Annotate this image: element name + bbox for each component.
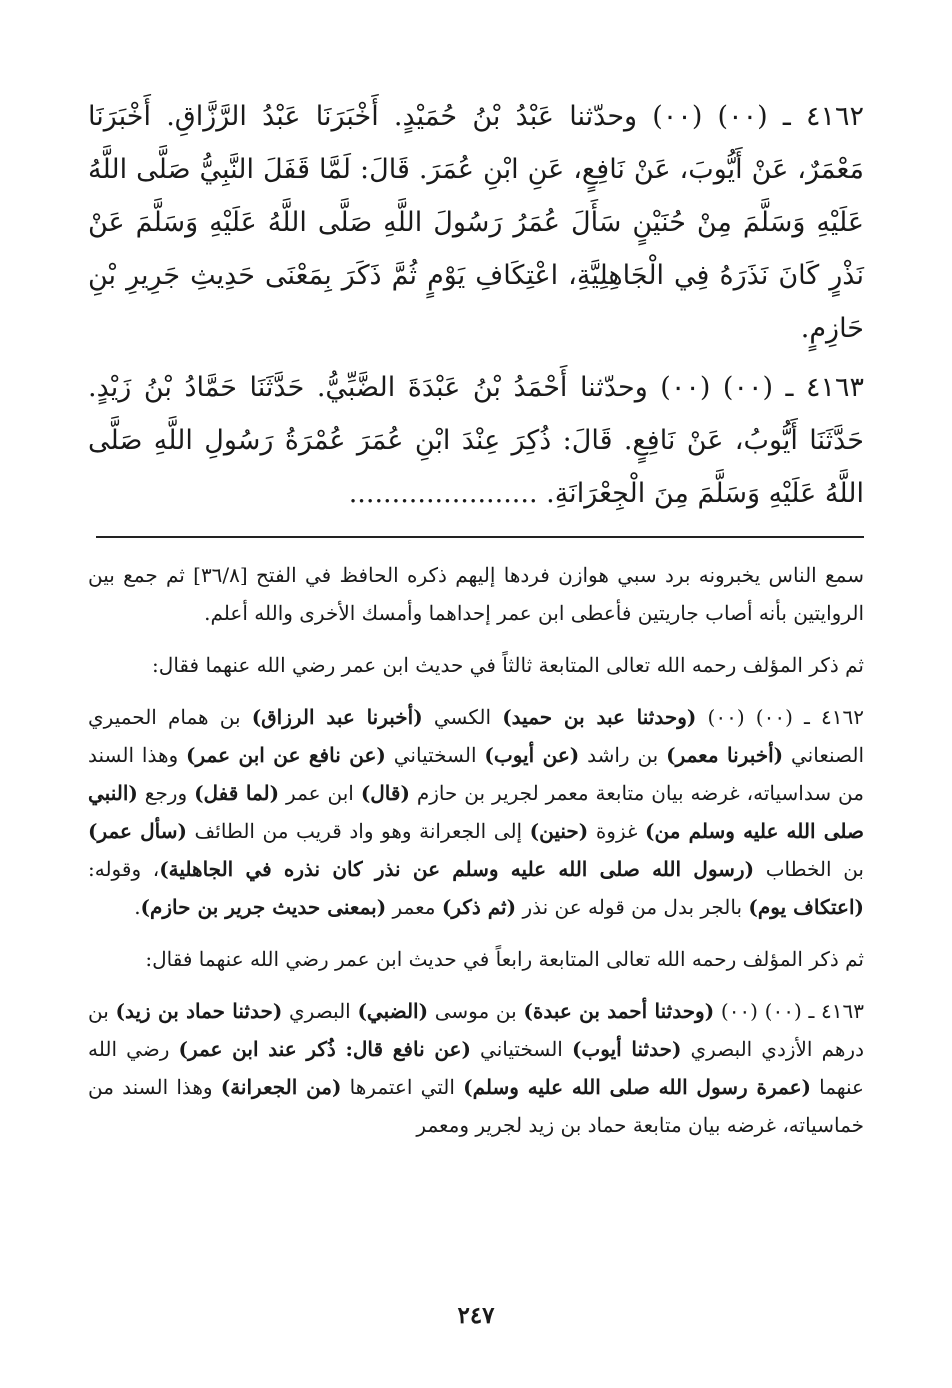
page-number: ٢٤٧	[457, 1302, 495, 1329]
commentary-intro-fourth: ثم ذكر المؤلف رحمه الله تعالى المتابعة رابعاً في حديث ابن عمر رضي الله عنهما فقال:	[145, 947, 864, 971]
hadith-4162-text: ٤١٦٢ ـ (٠٠) (٠٠) وحدّثنا عَبْدُ بْنُ حُمَيْدٍ. أَخْبَرَنَا عَبْدُ الرَّزَّاقِ. أَخْبَرَنَا مَعْمَرٌ، عَنْ أَيُّوبَ، عَنْ نَافِعٍ، عَنِ ابْنِ عُمَرَ. قَالَ: لَمَّا قَفَلَ النَّبِيُّ صَلَّى اللَّهُ عَلَيْهِ وَسَلَّمَ مِنْ حُنَيْنٍ سَأَلَ عُمَرُ رَسُولَ اللَّهِ صَلَّى اللَّهُ عَلَيْهِ وَسَلَّمَ عَنْ نَذْرٍ كَانَ نَذَرَهُ فِي الْجَاهِلِيَّةِ، اعْتِكَافِ يَوْمٍ ثُمَّ ذَكَرَ بِمَعْنَى حَدِيثِ جَرِيرِ بْنِ حَازِمٍ.	[88, 101, 864, 344]
footnote-divider	[96, 536, 864, 538]
commentary-intro-third: ثم ذكر المؤلف رحمه الله تعالى المتابعة ثالثاً في حديث ابن عمر رضي الله عنهما فقال:	[152, 653, 864, 677]
commentary-4163: ٤١٦٣ ـ (٠٠) (٠٠) (وحدثنا أحمد بن عبدة) بن موسى (الضبي) البصري (حدثنا حماد بن زيد) بن درهم الأزدي البصري (حدثنا أيوب) السختياني (عن نافع قال: ذُكر عند ابن عمر) رضي الله عنهما (عمرة رسول الله صلى الله عليه وسلم) التي اعتمرها (من الجعرانة) وهذا السند من خماسياته، غرضه بيان متابعة حماد بن زيد لجرير ومعمر	[88, 999, 864, 1137]
commentary-4162: ٤١٦٢ ـ (٠٠) (٠٠) (وحدثنا عبد بن حميد) الكسي (أخبرنا عبد الرزاق) بن همام الحميري الصنعاني (أخبرنا معمر) بن راشد (عن أيوب) السختياني (عن نافع عن ابن عمر) وهذا السند من سداسياته، غرضه بيان متابعة معمر لجرير بن حازم (قال) ابن عمر (لما قفل) ورجع (النبي صلى الله عليه وسلم من) غزوة (حنين) إلى الجعرانة وهو واد قريب من الطائف (سأل عمر) بن الخطاب (رسول الله صلى الله عليه وسلم عن نذر كان نذره في الجاهلية)، وقوله: (اعتكاف يوم) بالجر بدل من قوله عن نذر (ثم ذكر) معمر (بمعنى حديث جرير بن حازم).	[88, 705, 865, 919]
hadith-text-section	[88, 90, 864, 520]
commentary-continuation: سمع الناس يخبرونه برد سبي هوازن فردها إليهم ذكره الحافظ في الفتح [٣٦/٨] ثم جمع بين الروايتين بأنه أصاب جاريتين فأعطى ابن عمر إحداهما وأمسك الأخرى والله أعلم.	[88, 563, 864, 625]
hadith-4163-text: ٤١٦٣ ـ (٠٠) (٠٠) وحدّثنا أَحْمَدُ بْنُ عَبْدَةَ الضَّبِّيُّ. حَدَّثَنَا حَمَّادُ بْنُ زَيْدٍ. حَدَّثَنَا أَيُّوبُ، عَنْ نَافِعٍ. قَالَ: ذُكِرَ عِنْدَ ابْنِ عُمَرَ عُمْرَةُ رَسُولِ اللَّهِ صَلَّى اللَّهُ عَلَيْهِ وَسَلَّمَ مِنَ الْجِعْرَانَةِ. ......................	[88, 372, 864, 509]
commentary-section	[88, 556, 864, 1144]
